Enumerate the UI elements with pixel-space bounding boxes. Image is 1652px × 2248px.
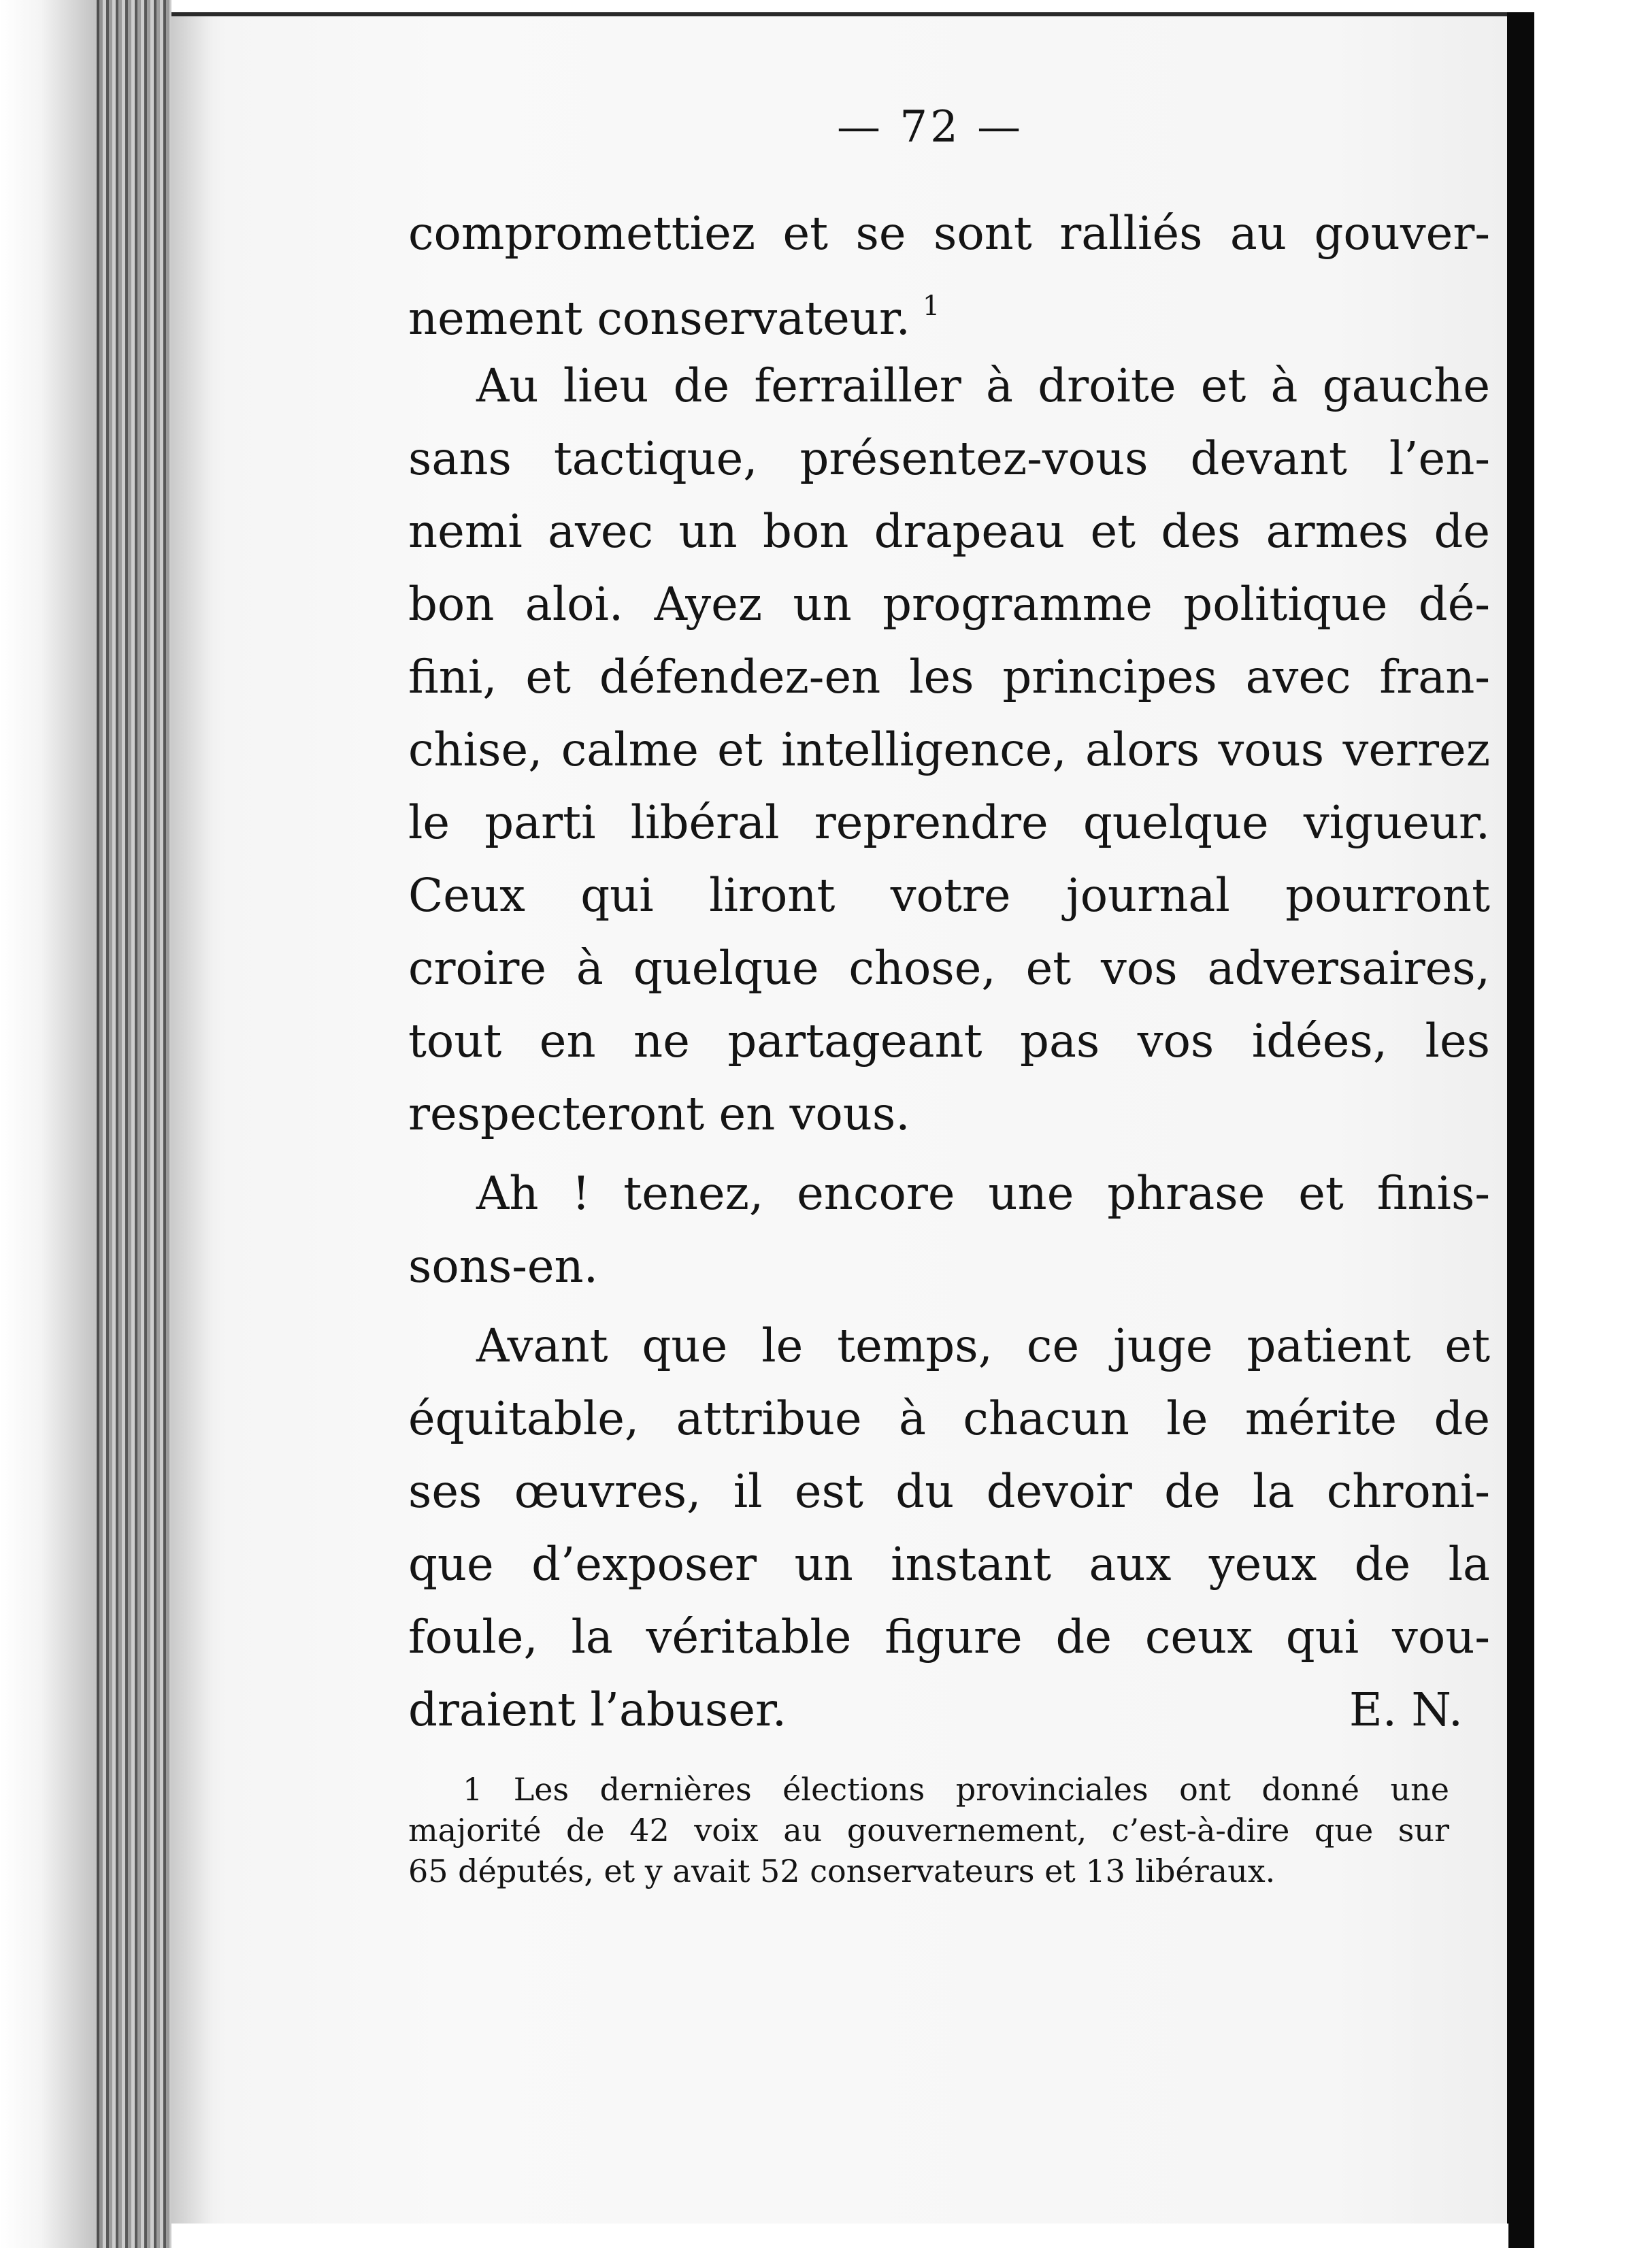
scan-right-margin [1534, 0, 1652, 2248]
text-line: bon aloi. Ayez un programme politique dé- [408, 578, 1490, 631]
text-line: croire à quelque chose, et vos adversaires, [408, 942, 1490, 995]
closing-line [408, 1674, 1490, 1747]
footnote-line: majorité de 42 voix au gouvernement, c’est-à-dire que sur [408, 1812, 1449, 1849]
text-line: équitable, attribue à chacun le mérite de [408, 1392, 1490, 1445]
text-line: chise, calme et intelligence, alors vous verrez [408, 723, 1490, 776]
page-number: — 72 — [837, 102, 1024, 152]
text-line: fini, et défendez-en les principes avec fran- [408, 650, 1490, 704]
paragraph-first-line: Au lieu de ferrailler à droite et à gauche [476, 359, 1490, 412]
scan-bottom-margin [171, 2224, 1508, 2248]
paragraph-first-line: Avant que le temps, ce juge patient et [476, 1319, 1490, 1372]
text-line: ses œuvres, il est du devoir de la chroni- [408, 1465, 1490, 1518]
text-line: draient l’abuser. [408, 1683, 787, 1736]
text-line: sons-en. [408, 1240, 598, 1293]
text-line: tout en ne partageant pas vos idées, les [408, 1014, 1490, 1068]
gutter-shadow [171, 16, 212, 2228]
text-line: Ceux qui liront votre journal pourront [408, 869, 1490, 922]
author-signature: E. N. [1349, 1683, 1463, 1736]
body-text [408, 197, 1490, 1747]
text-line: respecteront en vous. [408, 1087, 910, 1140]
text-line: nemi avec un bon drapeau et des armes de [408, 505, 1490, 558]
text-line [408, 270, 1490, 343]
footnote-line: 1 Les dernières élections provinciales ont donné une [463, 1771, 1449, 1808]
text-line: le parti libéral reprendre quelque vigueur. [408, 796, 1490, 849]
footnote [408, 1769, 1449, 1891]
text-line: que d’exposer un instant aux yeux de la [408, 1538, 1490, 1591]
text-line: sans tactique, présentez-vous devant l’en- [408, 432, 1490, 485]
book-page-edges [97, 0, 171, 2248]
text-line-content: nement conservateur. [408, 292, 910, 345]
text-line: foule, la véritable figure de ceux qui vou- [408, 1610, 1490, 1664]
footnote-reference: 1 [922, 291, 940, 322]
scan-right-border [1507, 12, 1534, 2248]
footnote-line: 65 députés, et y avait 52 conservateurs et 13 libéraux. [408, 1853, 1276, 1889]
paragraph-first-line: Ah ! tenez, encore une phrase et finis- [476, 1167, 1490, 1220]
text-line: compromettiez et se sont ralliés au gouver- [408, 207, 1490, 260]
scan-left-margin [0, 0, 102, 2248]
